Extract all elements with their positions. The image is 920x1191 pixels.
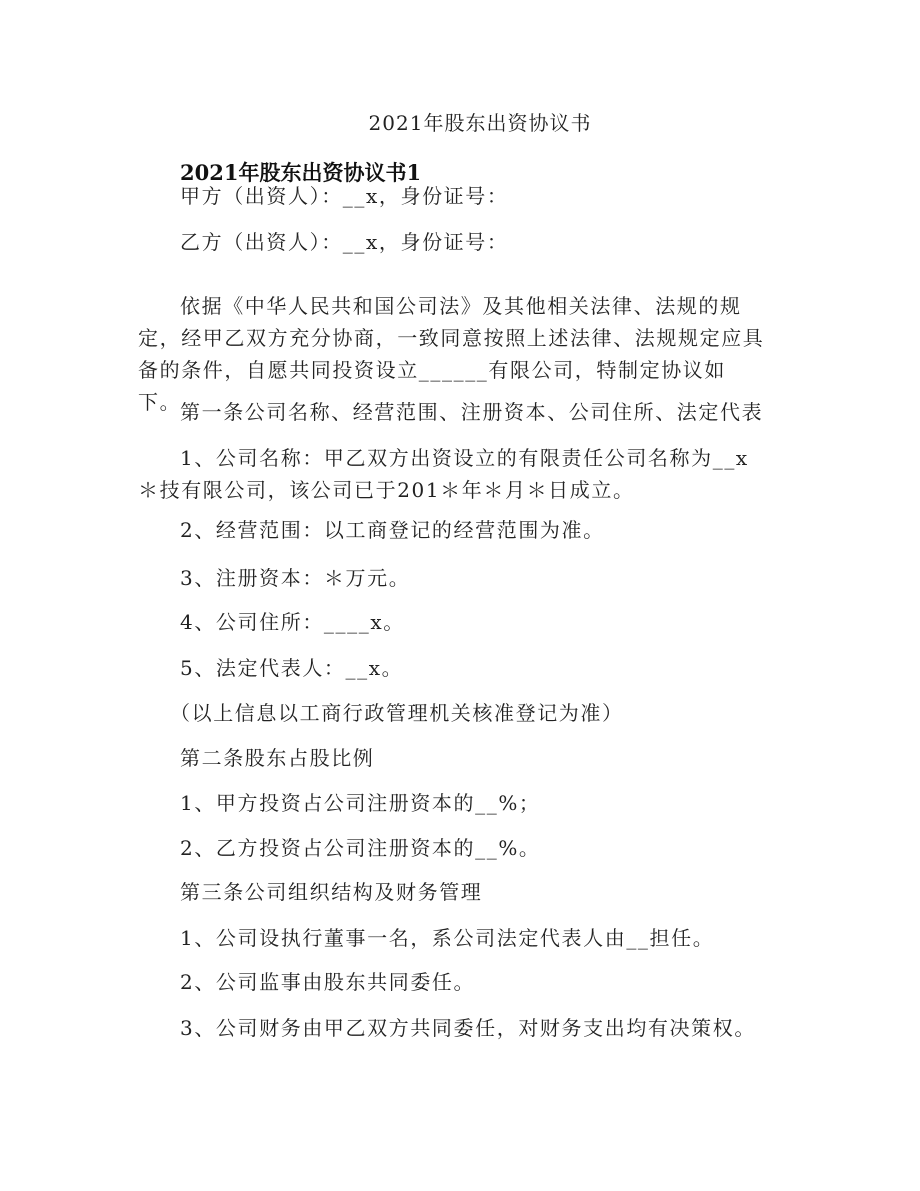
article-2-item-2: 2、乙方投资占公司注册资本的__%。 — [180, 836, 541, 860]
article-1-note: （以上信息以工商行政管理机关核准登记为准） — [170, 701, 624, 725]
article-3-item-3: 3、公司财务由甲乙双方共同委任，对财务支出均有决策权。 — [180, 1016, 756, 1040]
article-3-item-1: 1、公司设执行董事一名，系公司法定代表人由__担任。 — [180, 926, 715, 950]
article-1-item-5: 5、法定代表人：__x。 — [180, 656, 404, 680]
article-3-title: 第三条公司组织结构及财务管理 — [180, 880, 483, 904]
article-1-title: 第一条公司名称、经营范围、注册资本、公司住所、法定代表 — [180, 400, 764, 424]
section-heading: 2021年股东出资协议书1 — [180, 160, 422, 185]
article-1-item-2: 2、经营范围：以工商登记的经营范围为准。 — [180, 518, 605, 542]
paragraph-party-b: 乙方（出资人）：__x，身份证号： — [180, 230, 509, 254]
paragraph-preamble: 依据《中华人民共和国公司法》及其他相关法律、法规的规定，经甲乙双方充分协商，一致同意按照上述法律、法规规定应具备的条件，自愿共同投资设立______有限公司，特制定协议如下。 — [138, 294, 765, 414]
paragraph-party-a: 甲方（出资人）：__x，身份证号： — [180, 184, 509, 208]
article-2-title: 第二条股东占股比例 — [180, 746, 375, 770]
document-title: 2021年股东出资协议书 — [368, 111, 592, 135]
article-1-item-1: 1、公司名称：甲乙双方出资设立的有限责任公司名称为__x＊技有限公司，该公司已于201＊年＊月＊日成立。 — [138, 446, 749, 502]
article-2-item-1: 1、甲方投资占公司注册资本的__%； — [180, 791, 541, 815]
article-1-item-3: 3、注册资本：＊万元。 — [180, 566, 411, 590]
article-3-item-2: 2、公司监事由股东共同委任。 — [180, 970, 476, 994]
article-1-item-4: 4、公司住所：____x。 — [180, 610, 405, 634]
